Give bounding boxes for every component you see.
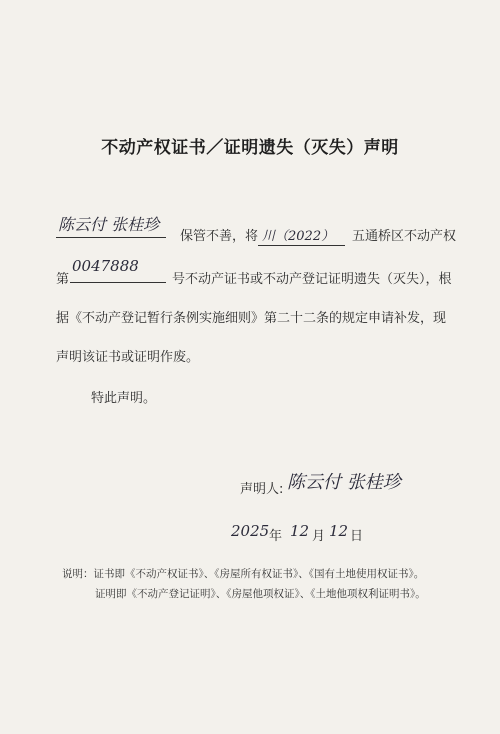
di-label: 第	[56, 272, 70, 287]
keep-text: 保管不善，将	[180, 229, 259, 244]
line2-text: 号不动产证书或不动产登记证明遗失（灭失），根	[172, 272, 452, 287]
document-title: 不动产权证书／证明遗失（灭失）声明	[101, 138, 399, 158]
special-declaration-text: 特此声明。	[91, 391, 157, 406]
date-year-label: 年	[269, 529, 283, 544]
line4-text: 声明该证书或证明作废。	[56, 350, 200, 365]
cert-no-handwritten: 0047888	[72, 257, 139, 275]
owner-names-underline	[56, 237, 166, 238]
owner-names-handwritten: 陈云付 张桂珍	[58, 215, 160, 234]
date-month: 12	[290, 522, 310, 540]
line3-text: 据《不动产登记暂行条例实施细则》第二十二条的规定申请补发，现	[56, 311, 447, 326]
cert-no-underline	[70, 282, 166, 283]
declarant-label: 声明人:	[240, 482, 284, 497]
note-line-2: 证明即《不动产登记证明》、《房屋他项权证》、《土地他项权利证明书》。	[95, 588, 426, 600]
declarant-names-handwritten: 陈云付 张桂珍	[287, 472, 401, 493]
date-year: 2025	[231, 522, 270, 540]
note-line-1: 说明：证书即《不动产权证书》、《房屋所有权证书》、《国有土地使用权证书》。	[62, 568, 425, 580]
date-day: 12	[329, 522, 349, 540]
date-day-label: 日	[350, 529, 364, 544]
cert-region-field	[258, 225, 345, 246]
cert-region-tail: 五通桥区不动产权	[352, 229, 457, 244]
cert-region-handwritten: 川（2022）	[262, 229, 328, 244]
date-month-label: 月	[312, 529, 326, 544]
